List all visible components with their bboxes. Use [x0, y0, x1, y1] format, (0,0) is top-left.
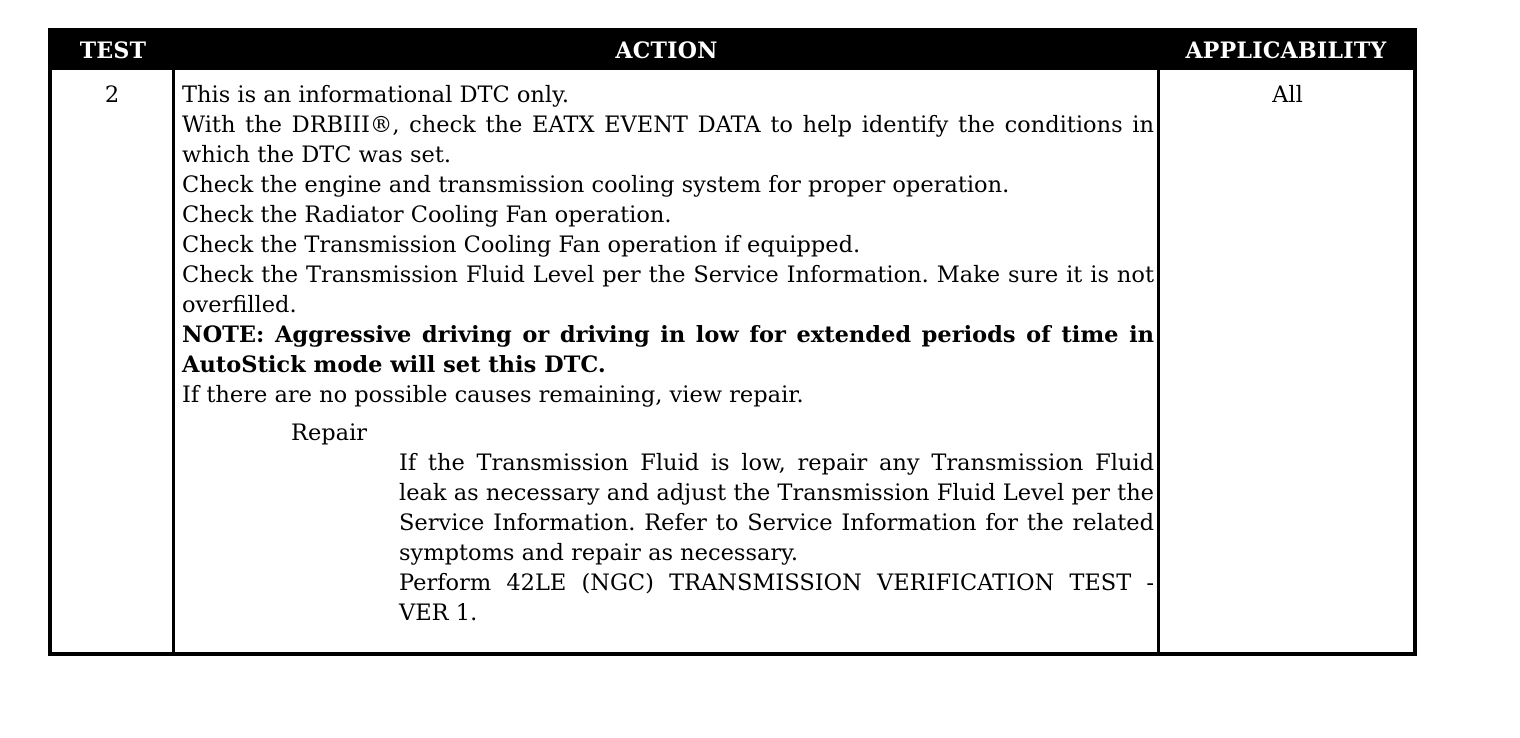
- action-line: Check the engine and transmission cooling system for proper operation.: [182, 172, 1010, 198]
- header-applicability: APPLICABILITY: [1185, 38, 1387, 64]
- action-line: This is an informational DTC only.: [182, 82, 569, 108]
- repair-text: If the Transmission Fluid is low, repair any Transmission Fluid leak as necessary and adjust the Transmission Fluid Level per the Service Information. Refer to Service Information for the related symptoms and repair as necessary.: [399, 450, 1154, 566]
- repair-perform: Perform 42LE (NGC) TRANSMISSION VERIFICATION TEST - VER 1.: [399, 570, 1154, 626]
- action-line: If there are no possible causes remaining, view repair.: [182, 382, 804, 408]
- header-action: ACTION: [615, 38, 718, 64]
- diagnostic-test-table: [48, 28, 1417, 656]
- test-number: 2: [104, 82, 120, 108]
- repair-label: Repair: [291, 420, 368, 446]
- header-test: TEST: [79, 38, 147, 64]
- action-cell: [182, 80, 1154, 628]
- applicability-value: All: [1272, 82, 1303, 108]
- action-line: Check the Transmission Cooling Fan operation if equipped.: [182, 232, 861, 258]
- table-header: [52, 32, 1413, 70]
- note-text: NOTE: Aggressive driving or driving in low for extended periods of time in AutoStick mode will set this DTC.: [182, 322, 1154, 378]
- column-divider: [1157, 70, 1160, 652]
- action-line: With the DRBIII®, check the EATX EVENT DATA to help identify the conditions in which the DTC was set.: [182, 112, 1154, 168]
- repair-block: [399, 448, 1154, 628]
- action-line: Check the Transmission Fluid Level per the Service Information. Make sure it is not overfilled.: [182, 262, 1154, 318]
- column-divider: [172, 70, 175, 652]
- action-line: Check the Radiator Cooling Fan operation.: [182, 202, 672, 228]
